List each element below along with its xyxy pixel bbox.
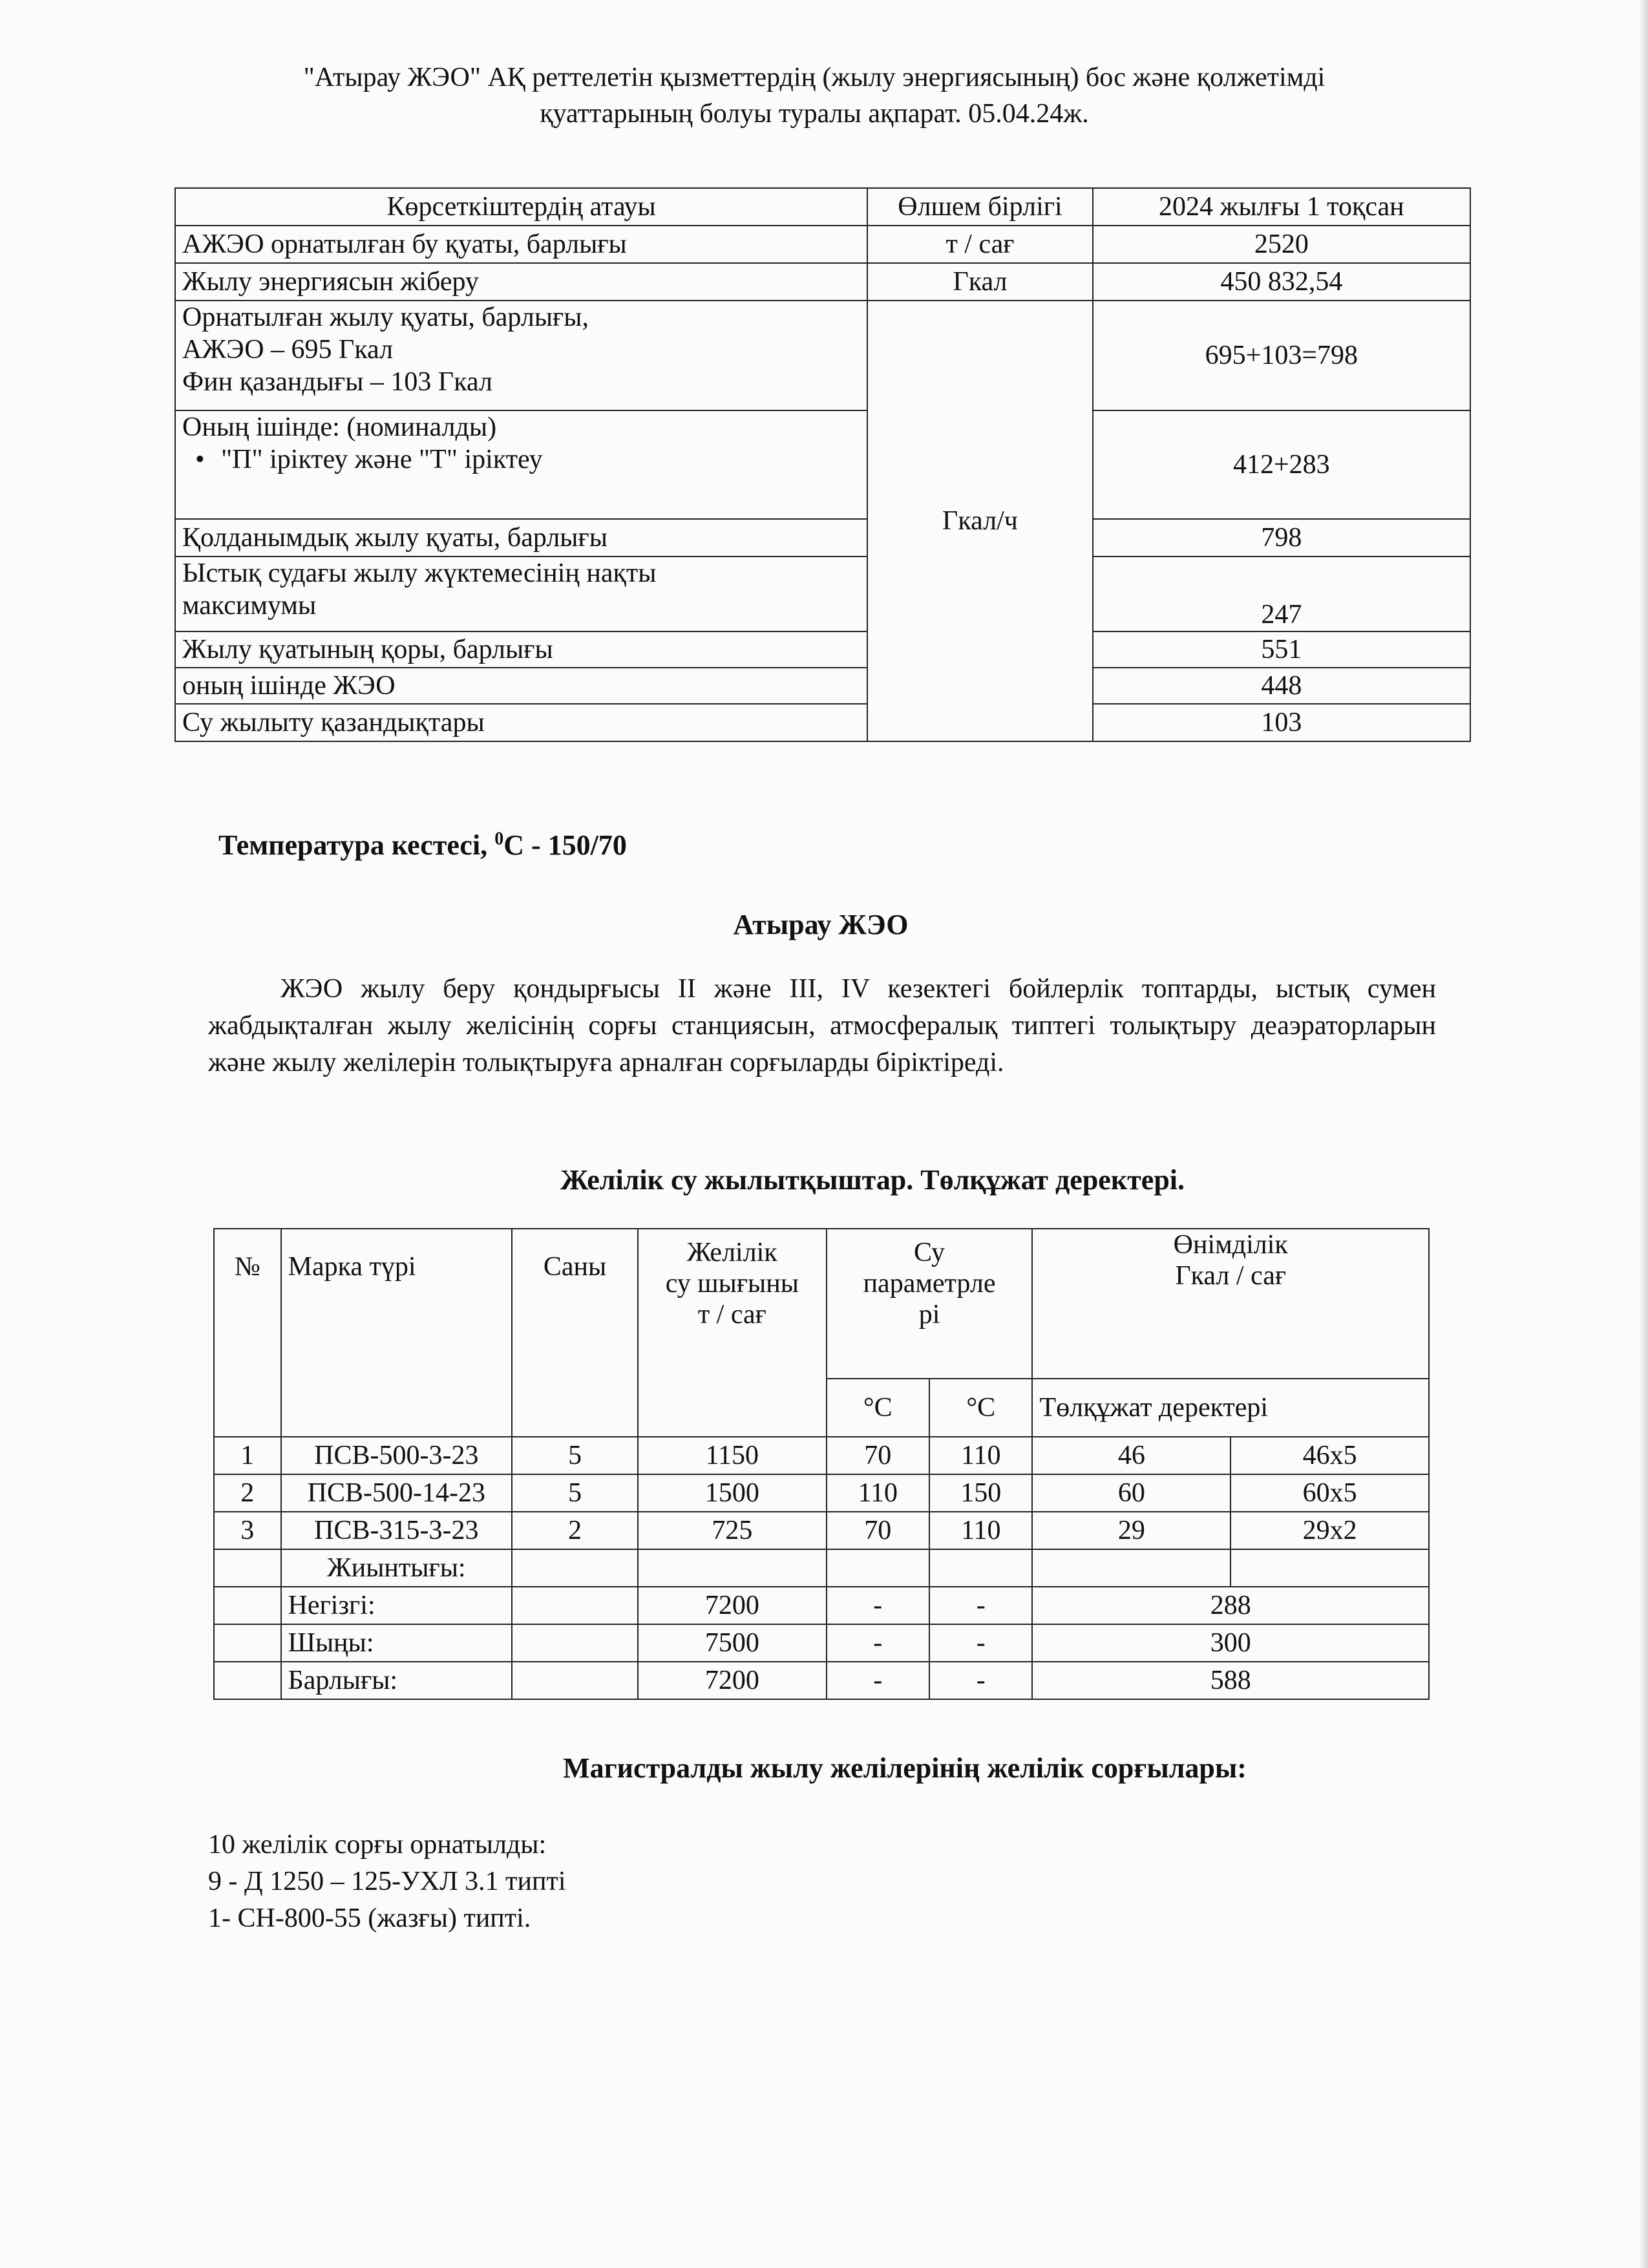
header-performance-line: Өнімділік xyxy=(1173,1230,1288,1260)
cell-perf-sum: 288 xyxy=(1032,1587,1429,1624)
cell-flow: 7200 xyxy=(638,1587,826,1624)
cell-temp-in: - xyxy=(827,1624,929,1662)
table-row xyxy=(175,410,1470,519)
row-value: 247 xyxy=(1093,556,1470,631)
cell-flow: 7200 xyxy=(638,1662,826,1699)
cell-perf-total: 46х5 xyxy=(1231,1437,1429,1474)
header-performance-line: Гкал / сағ xyxy=(1175,1261,1287,1291)
row-name xyxy=(175,301,867,410)
cell-perf-total: 60х5 xyxy=(1231,1474,1429,1512)
cell-empty xyxy=(1032,1549,1231,1587)
row-value: 412+283 xyxy=(1093,410,1470,519)
section-title-atyrau: Атырау ЖЭО xyxy=(733,909,909,940)
cell-empty xyxy=(214,1662,281,1699)
bullet-item: • "П" іріктеу және "Т" іріктеу xyxy=(182,443,860,476)
table-row xyxy=(214,1587,1429,1624)
cell-perf-total: 29х2 xyxy=(1231,1512,1429,1549)
row-name-line: Фин қазандығы – 103 Гкал xyxy=(182,367,492,397)
header-unit: Өлшем бірлігі xyxy=(867,188,1092,226)
cell-empty xyxy=(214,1587,281,1624)
cell-perf-sum: 588 xyxy=(1032,1662,1429,1699)
cell-temp-out: 110 xyxy=(929,1437,1032,1474)
header-number: № xyxy=(214,1229,281,1437)
row-value: 551 xyxy=(1093,631,1470,668)
header-temp-in: °C xyxy=(827,1379,929,1437)
row-name: Жылу энергиясын жіберу xyxy=(175,263,867,301)
cell-empty xyxy=(512,1549,638,1587)
table-row xyxy=(175,263,1470,301)
title-line-2: қуаттарының болуы туралы ақпарат. 05.04.24ж. xyxy=(540,99,1089,129)
header-flow-line: т / сағ xyxy=(697,1300,766,1330)
title-line-1: "Атырау ЖЭО" АҚ реттелетін қызметтердің (жылу энергиясының) бос және қолжетімді xyxy=(303,63,1326,92)
table-row xyxy=(175,519,1470,556)
cell-qty: 2 xyxy=(512,1512,638,1549)
cell-temp-in: - xyxy=(827,1662,929,1699)
cell-brand: ПСВ-500-3-23 xyxy=(281,1437,512,1474)
table-row xyxy=(175,226,1470,263)
cell-sum-label: Негізгі: xyxy=(281,1587,512,1624)
row-value: 695+103=798 xyxy=(1093,301,1470,410)
cell-perf-unit: 29 xyxy=(1032,1512,1231,1549)
pumps-section-title: Магистралды жылу желілерінің желілік сорғылары: xyxy=(563,1752,1247,1784)
cell-brand: ПСВ-315-3-23 xyxy=(281,1512,512,1549)
cell-qty: 5 xyxy=(512,1437,638,1474)
cell-temp-in: 70 xyxy=(827,1512,929,1549)
cell-empty xyxy=(1231,1549,1429,1587)
cell-sum-label: Шыңы: xyxy=(281,1624,512,1662)
cell-perf-sum: 300 xyxy=(1032,1624,1429,1662)
row-name: Жылу қуатының қоры, барлығы xyxy=(175,631,867,668)
capacity-table-header xyxy=(175,188,1470,226)
cell-no: 3 xyxy=(214,1512,281,1549)
cell-perf-unit: 46 xyxy=(1032,1437,1231,1474)
cell-temp-out: - xyxy=(929,1587,1032,1624)
cell-brand: ПСВ-500-14-23 xyxy=(281,1474,512,1512)
cell-empty xyxy=(638,1549,826,1587)
table-row xyxy=(175,704,1470,741)
temp-suffix: C - 150/70 xyxy=(503,829,627,861)
table-row xyxy=(214,1549,1429,1587)
header-brand: Марка түрі xyxy=(281,1229,512,1437)
table-row xyxy=(214,1512,1429,1549)
cell-total-label: Жиынтығы: xyxy=(281,1549,512,1587)
row-value: 450 832,54 xyxy=(1093,263,1470,301)
heaters-header-row xyxy=(214,1229,1429,1379)
header-water-line: параметрле xyxy=(863,1269,996,1298)
cell-temp-in: 110 xyxy=(827,1474,929,1512)
capacity-table xyxy=(174,187,1471,742)
row-name-line: максимумы xyxy=(182,591,317,620)
header-period: 2024 жылғы 1 тоқсан xyxy=(1093,188,1470,226)
row-value: 2520 xyxy=(1093,226,1470,263)
table-row xyxy=(175,301,1470,410)
header-performance xyxy=(1032,1229,1429,1379)
header-flow-line: Желілік xyxy=(686,1238,777,1267)
description-paragraph: ЖЭО жылу беру қондырғысы II және III, IV кезектегі бойлерлік топтарды, ыстық сумен жабдықталған жылу желісінің сорғы станциясын, атмосфералық типтегі толықтыру деаэраторларын және жылу желілерін толықтыруға арналған сорғыларды біріктіреді. xyxy=(208,974,1436,1077)
table-row xyxy=(175,631,1470,668)
temp-prefix: Температура кестесі, xyxy=(218,829,495,861)
cell-empty xyxy=(512,1587,638,1624)
cell-no: 1 xyxy=(214,1437,281,1474)
row-name-line: Оның ішінде: (номиналды) xyxy=(182,412,497,442)
cell-temp-out: - xyxy=(929,1662,1032,1699)
cell-flow: 1500 xyxy=(638,1474,826,1512)
cell-temp-out: 110 xyxy=(929,1512,1032,1549)
cell-empty xyxy=(512,1662,638,1699)
table-row xyxy=(175,556,1470,631)
row-name xyxy=(175,556,867,631)
header-water-params xyxy=(827,1229,1033,1379)
row-name: АЖЭО орнатылған бу қуаты, барлығы xyxy=(175,226,867,263)
table-row xyxy=(175,668,1470,704)
table-row xyxy=(214,1624,1429,1662)
temp-degree-sup: 0 xyxy=(494,829,504,849)
cell-temp-out: - xyxy=(929,1624,1032,1662)
cell-flow: 7500 xyxy=(638,1624,826,1662)
row-name: Қолданымдық жылу қуаты, барлығы xyxy=(175,519,867,556)
row-value: 798 xyxy=(1093,519,1470,556)
row-value: 448 xyxy=(1093,668,1470,704)
cell-qty: 5 xyxy=(512,1474,638,1512)
header-passport-data: Төлқұжат деректері xyxy=(1032,1379,1429,1437)
row-name: оның ішінде ЖЭО xyxy=(175,668,867,704)
row-name-line: АЖЭО – 695 Гкал xyxy=(182,335,394,365)
water-heaters-table xyxy=(213,1228,1430,1700)
header-temp-out: °C xyxy=(929,1379,1032,1437)
header-quantity: Саны xyxy=(512,1229,638,1437)
cell-perf-unit: 60 xyxy=(1032,1474,1231,1512)
pumps-line: 1- СН-800-55 (жазғы) типті. xyxy=(208,1903,531,1933)
header-water-line: рі xyxy=(918,1300,940,1330)
cell-empty xyxy=(512,1624,638,1662)
cell-sum-label: Барлығы: xyxy=(281,1662,512,1699)
table-row xyxy=(214,1662,1429,1699)
heaters-section-title: Желілік су жылытқыштар. Төлқұжат деректері. xyxy=(560,1164,1185,1196)
row-name-line: Орнатылған жылу қуаты, барлығы, xyxy=(182,302,589,332)
table-row xyxy=(214,1437,1429,1474)
cell-empty xyxy=(214,1549,281,1587)
table-row xyxy=(214,1474,1429,1512)
row-name-line: Ыстық судағы жылу жүктемесінің нақты xyxy=(182,558,657,588)
scan-edge-shadow xyxy=(1639,0,1648,2268)
pumps-line: 9 - Д 1250 – 125-УХЛ 3.1 типті xyxy=(208,1867,566,1896)
cell-temp-out: 150 xyxy=(929,1474,1032,1512)
cell-empty xyxy=(214,1624,281,1662)
cell-flow: 1150 xyxy=(638,1437,826,1474)
cell-temp-in: 70 xyxy=(827,1437,929,1474)
row-name xyxy=(175,410,867,519)
cell-empty xyxy=(827,1549,929,1587)
cell-no: 2 xyxy=(214,1474,281,1512)
header-indicator-name: Көрсеткіштердің атауы xyxy=(175,188,867,226)
row-unit: т / сағ xyxy=(867,226,1092,263)
cell-empty xyxy=(929,1549,1032,1587)
header-flow xyxy=(638,1229,826,1437)
document-title xyxy=(213,59,1415,132)
row-unit: Гкал xyxy=(867,263,1092,301)
header-water-line: Су xyxy=(914,1238,945,1267)
cell-temp-in: - xyxy=(827,1587,929,1624)
shared-unit-cell: Гкал/ч xyxy=(867,301,1092,741)
temperature-schedule xyxy=(218,829,627,862)
row-value: 103 xyxy=(1093,704,1470,741)
header-flow-line: су шығыны xyxy=(665,1269,799,1298)
pumps-line: 10 желілік сорғы орнатылды: xyxy=(208,1830,547,1860)
cell-flow: 725 xyxy=(638,1512,826,1549)
row-name: Су жылыту қазандықтары xyxy=(175,704,867,741)
